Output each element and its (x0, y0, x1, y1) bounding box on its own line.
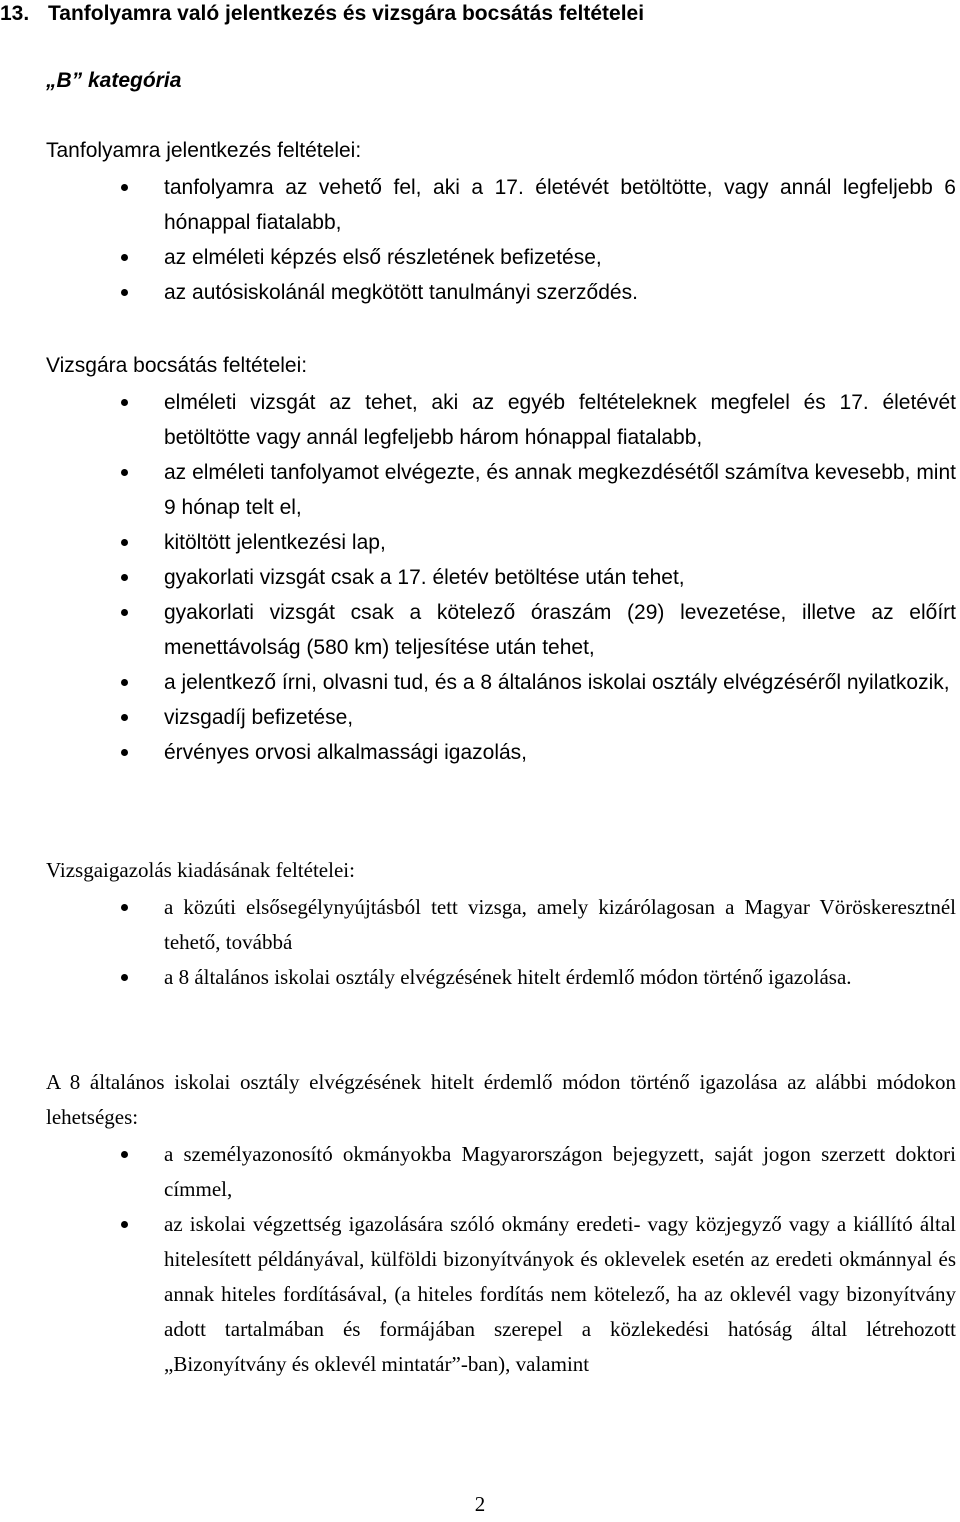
list-item: az elméleti tanfolyamot elvégezte, és annak megkezdésétől számítva kevesebb, mint 9 hónap telt el, (0, 455, 956, 525)
list-item: a 8 általános iskolai osztály elvégzésének hitelt érdemlő módon történő igazolása. (0, 960, 956, 995)
section-heading (0, 0, 644, 31)
section-title-text: Tanfolyamra való jelentkezés és vizsgára bocsátás feltételei (48, 2, 645, 25)
list-item: a közúti elsősegélynyújtásból tett vizsga, amely kizárólagosan a Magyar Vöröskeresztnél tehető, továbbá (0, 890, 956, 960)
list-item: tanfolyamra az vehető fel, aki a 17. életévét betöltötte, vagy annál legfeljebb 6 hónappal fiatalabb, (0, 170, 956, 240)
enrollment-conditions-list (0, 170, 960, 310)
list-item: a személyazonosító okmányokba Magyarországon bejegyzett, saját jogon szerzett doktori címmel, (0, 1137, 956, 1207)
page-number: 2 (474, 1492, 486, 1516)
list-item: elméleti vizsgát az tehet, aki az egyéb feltételeknek megfelel és 17. életévét betöltötte vagy annál legfeljebb három hónappal fiatalabb, (0, 385, 956, 455)
list-item: gyakorlati vizsgát csak a kötelező óraszám (29) levezetése, illetve az előírt menettávolság (580 km) teljesítése után tehet, (0, 595, 956, 665)
list-item: gyakorlati vizsgát csak a 17. életév betöltése után tehet, (0, 560, 956, 595)
list-item: az autósiskolánál megkötött tanulmányi szerződés. (0, 275, 956, 310)
education-proof-list (0, 1137, 960, 1382)
list-item: a jelentkező írni, olvasni tud, és a 8 általános iskolai osztály elvégzéséről nyilatkozik, (0, 665, 956, 700)
list-item: kitöltött jelentkezési lap, (0, 525, 956, 560)
certificate-conditions-title: Vizsgaigazolás kiadásának feltételei: (46, 858, 355, 882)
exam-conditions-list (0, 385, 960, 770)
list-item: az elméleti képzés első részletének befizetése, (0, 240, 956, 275)
enrollment-conditions-title: Tanfolyamra jelentkezés feltételei: (46, 139, 362, 162)
education-proof-intro: A 8 általános iskolai osztály elvégzésének hitelt érdemlő módon történő igazolása az alábbi módokon lehetséges: (46, 1070, 956, 1129)
certificate-conditions-list (0, 890, 960, 995)
exam-conditions-title: Vizsgára bocsátás feltételei: (46, 354, 308, 377)
section-number: 13. (0, 2, 30, 25)
category-label: „B” kategória (46, 69, 182, 92)
list-item: vizsgadíj befizetése, (0, 700, 956, 735)
list-item: az iskolai végzettség igazolására szóló okmány eredeti- vagy közjegyző vagy a kiállító által hitelesített példányával, külföldi bizonyítványok és oklevelek esetén az eredeti okmánnyal és annak hiteles fordításával, (a hiteles fordítás nem kötelező, ha az oklevél vagy bizonyítvány adott tartalmában és formájában szerepel a közlekedési hatóság által létrehozott „Bizonyítvány és oklevél mintatár”-ban), valamint (0, 1207, 956, 1382)
list-item: érvényes orvosi alkalmassági igazolás, (0, 735, 956, 770)
